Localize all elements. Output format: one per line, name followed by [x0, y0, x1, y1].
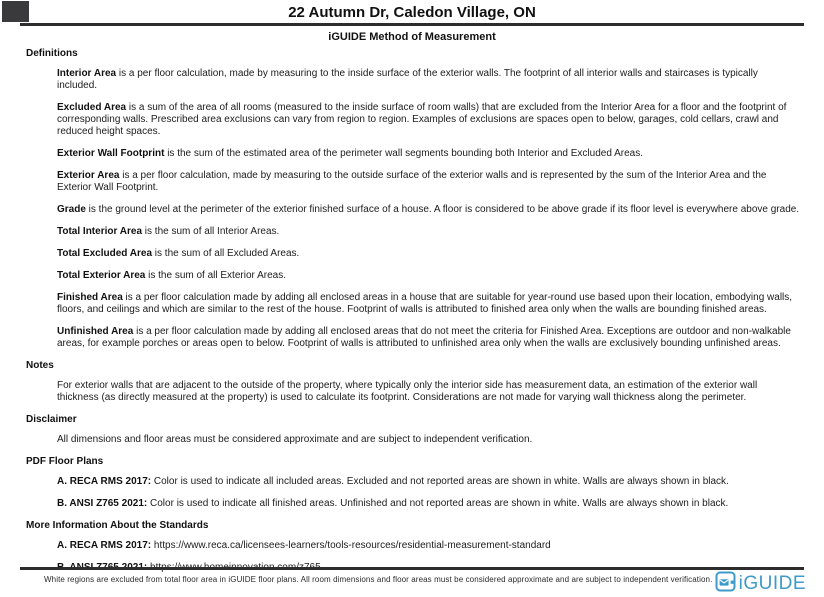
definition-grade [57, 204, 800, 216]
standard-link-reca[interactable]: https://www.reca.ca/licensees-learners/tools-resources/residential-measurement-standard [151, 540, 551, 551]
definition-term: Total Interior Area [57, 226, 143, 237]
page-title: 22 Autumn Dr, Caledon Village, ON [288, 4, 536, 21]
definition-finished-area [57, 292, 800, 316]
footer-disclaimer-text: White regions are excluded from total floor area in iGUIDE floor plans. All room dimensions and floor areas must be considered approximate and are subject to independent verification. [44, 575, 713, 584]
disclaimer-paragraph: All dimensions and floor areas must be considered approximate and are subject to independent verification. [57, 434, 533, 445]
definition-total-exterior-area [57, 270, 800, 282]
definition-text: is a per floor calculation, made by measuring to the inside surface of the exterior walls. The footprint of all interior walls and staircases is typically included. [57, 68, 758, 91]
definition-text: is a per floor calculation made by adding all enclosed areas in a house that are suitable for year-round use based upon their location, embodying walls, floors, and ceilings and which are similar to the rest of the house. Footprint of walls is attributed to finished area only when the walls are bounding finished areas. [57, 292, 793, 315]
section-heading-disclaimer: Disclaimer [26, 414, 77, 425]
definition-term: Interior Area [57, 68, 117, 79]
section-heading-definitions: Definitions [26, 48, 78, 59]
standard-label: A. RECA RMS 2017: [57, 540, 152, 551]
standard-text: Color is used to indicate all finished areas. Unfinished and not reported areas are shown in white. Walls are always shown in black. [147, 498, 729, 509]
section-heading-more-information: More Information About the Standards [26, 520, 209, 531]
definition-term: Grade [57, 204, 86, 215]
definition-excluded-area [57, 102, 800, 138]
footer-divider [20, 567, 804, 570]
definition-exterior-area [57, 170, 800, 194]
section-heading-notes: Notes [26, 360, 54, 371]
definition-term: Finished Area [57, 292, 123, 303]
iguide-logo[interactable] [715, 571, 806, 597]
definition-total-interior-area [57, 226, 800, 238]
definition-text: is the sum of all Exterior Areas. [145, 270, 286, 281]
header-divider [20, 23, 804, 26]
definition-term: Exterior Wall Footprint [57, 148, 165, 159]
definition-interior-area [57, 68, 800, 92]
page-footer [0, 567, 824, 597]
definition-text: is a sum of the area of all rooms (measured to the inside surface of room walls) that are excluded from the Interior Area for a floor and the footprint of corresponding walls. Prescribed area exclusions can vary from region to region. Examples of exclusions are spaces open to below, garages, cold cellars, crawl and reduced height spaces. [57, 102, 787, 137]
iguide-logo-icon [715, 571, 736, 597]
standard-label: A. RECA RMS 2017: [57, 476, 152, 487]
definition-exterior-wall-footprint [57, 148, 800, 160]
definition-term: Unfinished Area [57, 326, 134, 337]
definition-term: Total Excluded Area [57, 248, 153, 259]
definition-text: is a per floor calculation, made by measuring to the outside surface of the exterior walls and is represented by the sum of the Interior Area and the Exterior Wall Footprint. [57, 170, 767, 193]
more-information-item-a [57, 540, 800, 552]
definition-text: is the sum of all Excluded Areas. [152, 248, 300, 259]
definition-text: is the ground level at the perimeter of the exterior finished surface of a house. A floor is considered to be above grade if its floor level is everywhere above grade. [85, 204, 800, 215]
standard-text: Color is used to indicate all included areas. Excluded and not reported areas are shown in white. Walls are always shown in black. [151, 476, 729, 487]
definition-term: Total Exterior Area [57, 270, 146, 281]
definition-text: is the sum of the estimated area of the perimeter wall segments bounding both Interior and Excluded Areas. [164, 148, 644, 159]
pdf-floor-plans-item-a [57, 476, 800, 488]
definition-term: Exterior Area [57, 170, 120, 181]
definition-unfinished-area [57, 326, 800, 350]
definition-text: is a per floor calculation made by adding all enclosed areas that do not meet the criteria for Finished Area. Exceptions are outdoor and non-walkable areas, for example porches or areas open to below. Footprint of walls is attributed to unfinished area only when the walls are exclusively bounding unfinished areas. [57, 326, 791, 349]
definition-text: is the sum of all Interior Areas. [142, 226, 280, 237]
standard-label: B. ANSI Z765 2021: [57, 498, 148, 509]
section-heading-pdf-floor-plans: PDF Floor Plans [26, 456, 104, 467]
screen-corner-artifact [2, 1, 29, 22]
definition-total-excluded-area [57, 248, 800, 260]
definition-term: Excluded Area [57, 102, 127, 113]
page-subtitle: iGUIDE Method of Measurement [328, 31, 496, 43]
iguide-logo-text: iGUIDE [738, 573, 806, 594]
pdf-floor-plans-item-b [57, 498, 800, 510]
notes-paragraph: For exterior walls that are adjacent to the outside of the property, where typically only the interior side has measurement data, an estimation of the exterior wall thickness (as directly measured at the property) is used to calculate its footprint. Considerations are not made for varying wall thickness along the perimeter. [57, 380, 758, 403]
